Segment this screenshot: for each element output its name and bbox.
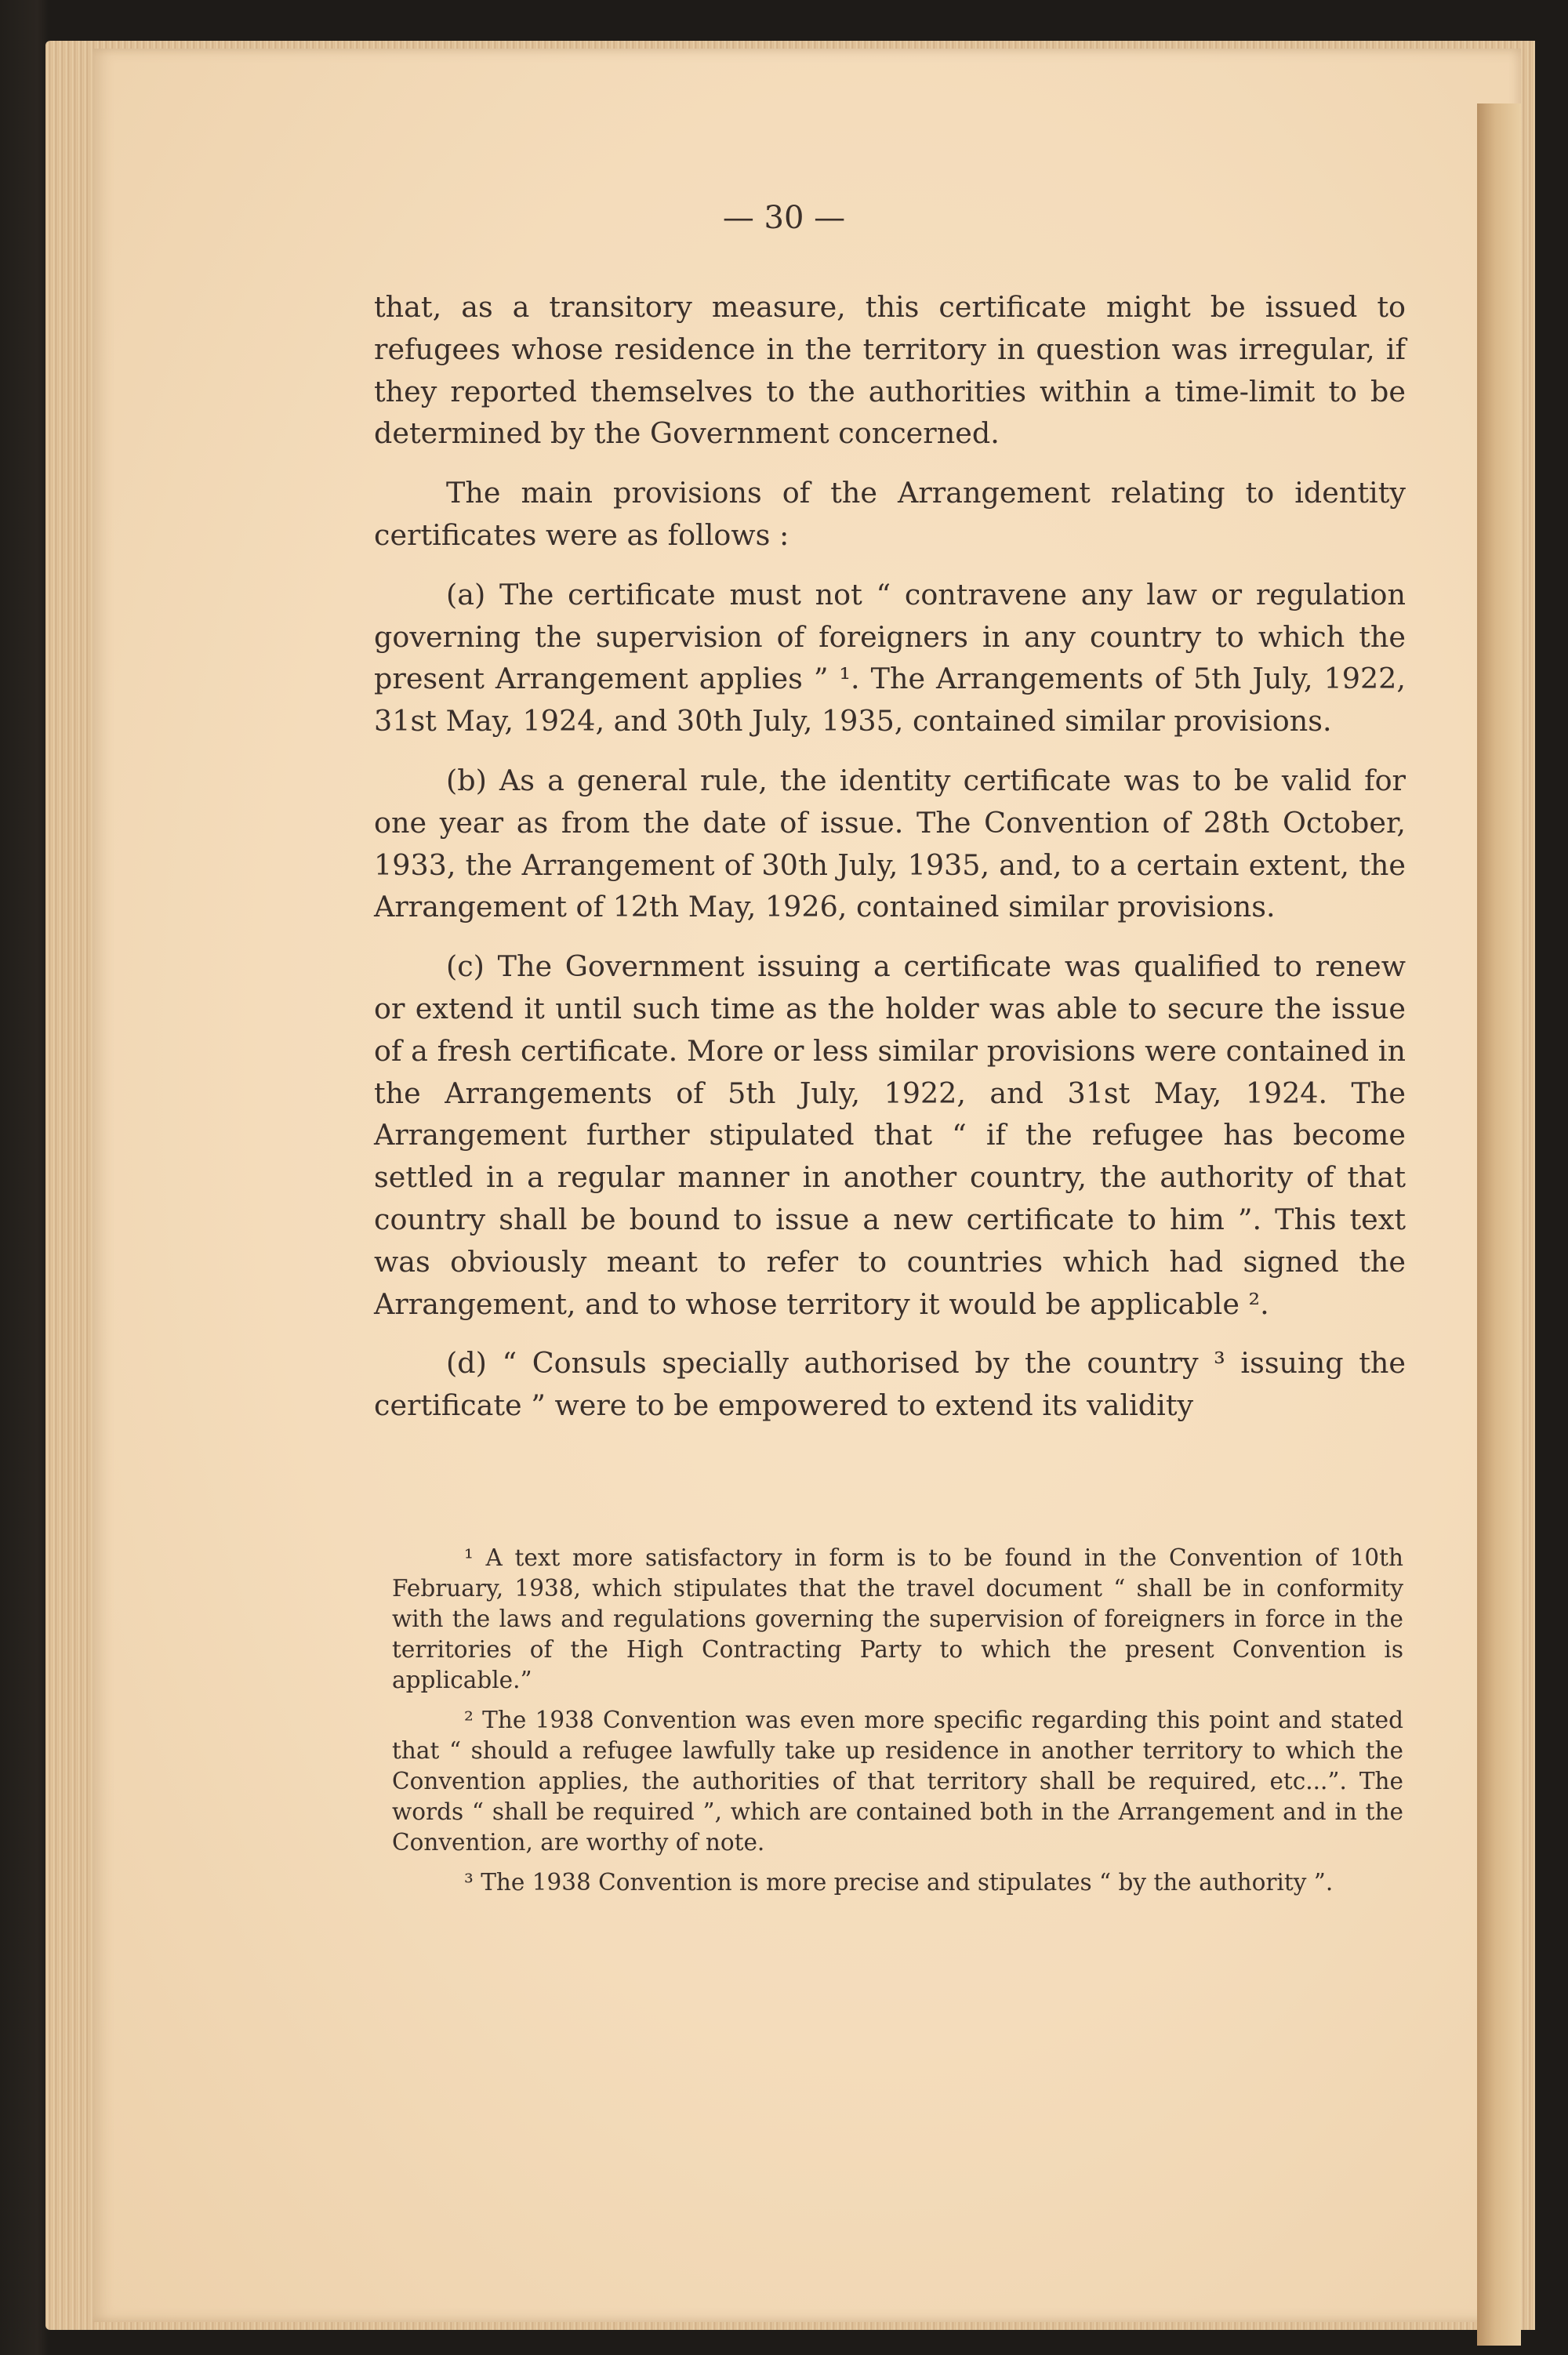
footnote-3: ³ The 1938 Convention is more precise and stipulates “ by the authority ”. [464, 1869, 1334, 1896]
paragraph-main-provisions: The main provisions of the Arrangement relating to identity certificates were as follows : [374, 476, 1406, 552]
body-text [374, 286, 1406, 1427]
paragraph-item-b: (b) As a general rule, the identity certificate was to be valid for one year as from the date of issue. The Convention of 28th October, 1933, the Arrangement of 30th July, 1935, and, to a certain extent, the Arrangement of 12th May, 1926, contained similar provisions. [374, 763, 1406, 924]
paragraph-continuation: that, as a transitory measure, this certificate might be issued to refugees whose residence in the territory in question was irregular, if they reported themselves to the authorities within a time-limit to be determined by the Government concerned. [374, 290, 1406, 451]
footnotes [392, 1543, 1403, 1898]
paragraph-item-c: (c) The Government issuing a certificate was qualified to renew or extend it until such time as the holder was able to secure the issue of a fresh certificate. More or less similar provisions were contained in the Arrangements of 5th July, 1922, and 31st May, 1924. The Arrangement further stipulated that “ if the refugee has become settled in a regular manner in another country, the authority of that country shall be bound to issue a new certificate to him ”. This text was obviously meant to refer to countries which had signed the Arrangement, and to whose territory it would be applicable ². [374, 949, 1406, 1321]
paragraph-item-a: (a) The certificate must not “ contravene any law or regulation governing the supervision of foreigners in any country to which the present Arrangement applies ” ¹. The Arrangements of 5th July, 1922, 31st May, 1924, and 30th July, 1935, contained similar provisions. [374, 577, 1406, 738]
footnote-1: ¹ A text more satisfactory in form is to be found in the Convention of 10th February, 1938, which stipulates that the travel document “ shall be in conformity with the laws and regulations governing the supervision of foreigners in force in the territories of the High Contracting Party to which the present Convention is applicable.” [392, 1544, 1403, 1693]
facing-page-edge [1477, 103, 1521, 2346]
paragraph-item-d: (d) “ Consuls specially authorised by the country ³ issuing the certificate ” were to be empowered to extend its validity [374, 1346, 1406, 1423]
page-number: — 30 — [722, 200, 846, 236]
footnote-2: ² The 1938 Convention was even more specific regarding this point and stated that “ should a refugee lawfully take up residence in another territory to which the Convention applies, the authorities of that territory shall be required, etc...”. The words “ shall be required ”, which are contained both in the Arrangement and in the Convention, are worthy of note. [392, 1707, 1403, 1856]
